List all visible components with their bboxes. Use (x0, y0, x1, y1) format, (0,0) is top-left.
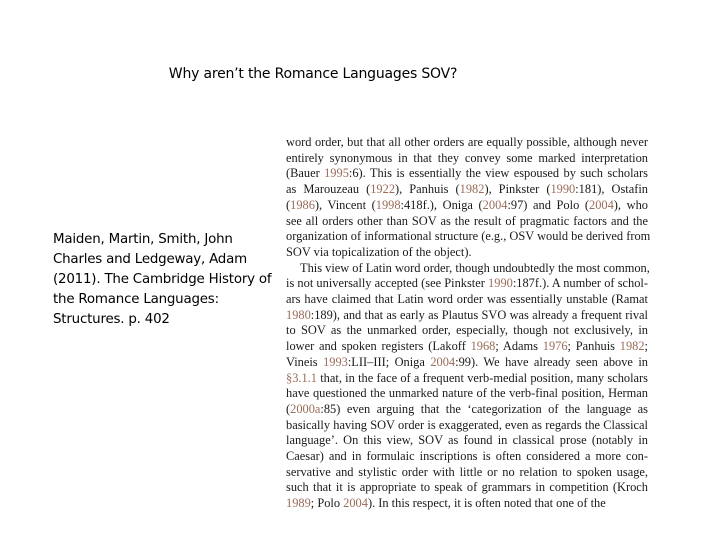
excerpt-line (286, 166, 648, 182)
excerpt-text: ars have claimed that Latin word order was essentially unstable (Ramat (286, 292, 648, 307)
excerpt-text: This view of Latin word order, though undoubtedly the most common, (300, 260, 650, 275)
reference-link: 1986 (290, 197, 315, 212)
reference-link: 2004 (482, 197, 508, 212)
excerpt-line (286, 496, 648, 512)
excerpt-text: ), who (613, 197, 648, 212)
reference-link: 1998 (375, 197, 401, 212)
reference-link: §3.1.1 (286, 370, 317, 385)
excerpt-line (286, 308, 648, 324)
excerpt-line (286, 355, 648, 371)
excerpt-text: see all orders other than SOV as the result of pragmatic factors and the (286, 213, 648, 228)
excerpt-text: ; Panhuis (567, 339, 620, 354)
excerpt-text: ), Pinkster ( (484, 182, 551, 197)
excerpt-text: ( (286, 197, 291, 212)
reference-link: 1982 (459, 182, 485, 197)
excerpt-text: word order, but that all other orders are equally possible, although never (286, 135, 648, 149)
reference-link: 1980 (286, 307, 311, 322)
excerpt-text: language’. On this view, SOV as found in classical prose (notably in (286, 433, 648, 448)
excerpt-line (286, 229, 651, 245)
excerpt-text: basically having SOV order is exaggerated, even as regards the Classical (286, 417, 648, 432)
excerpt-line (286, 323, 648, 339)
excerpt-line (286, 151, 648, 167)
excerpt-text: :187f.). A number of schol- (512, 276, 648, 291)
reference-link: 1993 (323, 354, 348, 369)
scanned-book-excerpt (286, 135, 651, 512)
excerpt-line (286, 402, 648, 418)
reference-link: 1990 (488, 276, 513, 291)
excerpt-text: :181), Ostafin (575, 182, 648, 197)
excerpt-line (286, 292, 648, 308)
excerpt-text: Vineis (286, 354, 324, 369)
excerpt-text: Caesar) and in formulaic inscriptions is often considered a more con- (286, 449, 648, 464)
excerpt-paragraph (286, 135, 651, 261)
reference-link: 1976 (542, 339, 568, 354)
reference-link: 1968 (470, 339, 496, 354)
reference-link: 1990 (550, 182, 576, 197)
excerpt-line (286, 480, 648, 496)
excerpt-line (286, 418, 648, 434)
excerpt-text: ; (644, 339, 648, 354)
excerpt-text: have questioned the unmarked nature of the verb-final position, Herman (286, 386, 648, 401)
excerpt-line (286, 182, 648, 198)
excerpt-text: organization of informational structure (e.g., OSV would be derived from (286, 229, 651, 244)
excerpt-text: ; Adams (495, 339, 543, 354)
excerpt-line (286, 465, 648, 481)
reference-link: 1982 (619, 339, 645, 354)
excerpt-line (286, 245, 648, 261)
excerpt-text: lower and spoken registers (Lakoff (286, 339, 471, 354)
reference-link: 1922 (370, 182, 396, 197)
excerpt-line (286, 386, 648, 402)
excerpt-text: :85) even arguing that the ‘categorization of the language as (320, 401, 648, 416)
excerpt-line (286, 276, 648, 292)
excerpt-text: :LII–III; Oniga (347, 354, 431, 369)
excerpt-line (286, 198, 648, 214)
excerpt-text: such that it is appropriate to speak of grammars in competition (Kroch (286, 480, 648, 495)
source-citation: Maiden, Martin, Smith, John Charles and Ledgeway, Adam (2011). The Cambridge History of the Romance Languages: Structures. p. 402 (53, 232, 272, 327)
excerpt-line (286, 261, 648, 277)
excerpt-line (286, 214, 648, 230)
slide-title: Why aren’t the Romance Languages SOV? (168, 66, 458, 82)
excerpt-line (286, 371, 648, 387)
excerpt-text: :97) and Polo ( (507, 197, 590, 212)
excerpt-paragraph (286, 261, 648, 512)
excerpt-text: servative and stylistic order with little or no relation to spoken usage, (286, 464, 648, 479)
excerpt-text: to SOV as the unmarked order, especially, though not exclusively, in (286, 323, 648, 338)
excerpt-text: :418f.), Oniga ( (400, 197, 483, 212)
excerpt-text: ; Polo (310, 496, 344, 511)
excerpt-text: :99). We have already seen above in (455, 354, 648, 369)
excerpt-text: :6). This is essentially the view espoused by such scholars (348, 166, 648, 181)
reference-link: 2004 (589, 197, 614, 212)
excerpt-text: ), Vincent ( (314, 197, 376, 212)
excerpt-text: as Marouzeau ( (286, 182, 371, 197)
excerpt-text: (Bauer (286, 166, 325, 181)
excerpt-line (286, 339, 648, 355)
excerpt-text: that, in the face of a frequent verb-medial position, many scholars (316, 370, 648, 385)
excerpt-line (286, 433, 648, 449)
excerpt-text: ( (286, 401, 291, 416)
excerpt-text: SOV via topicalization of the object). (286, 244, 472, 259)
excerpt-text: entirely synonymous in that they convey some marked interpretation (286, 150, 648, 165)
reference-link: 2000a (290, 401, 321, 416)
excerpt-text: is not universally accepted (see Pinkster (286, 276, 489, 291)
excerpt-line (286, 135, 648, 151)
reference-link: 1995 (324, 166, 349, 181)
excerpt-text: :189), and that as early as Plautus SVO was already a frequent rival (310, 307, 648, 322)
excerpt-line (286, 449, 648, 465)
excerpt-text: ). In this respect, it is often noted that one of the (367, 496, 606, 511)
excerpt-text: ), Panhuis ( (395, 182, 460, 197)
reference-link: 1989 (286, 496, 311, 511)
reference-link: 2004 (430, 354, 456, 369)
reference-link: 2004 (343, 496, 368, 511)
